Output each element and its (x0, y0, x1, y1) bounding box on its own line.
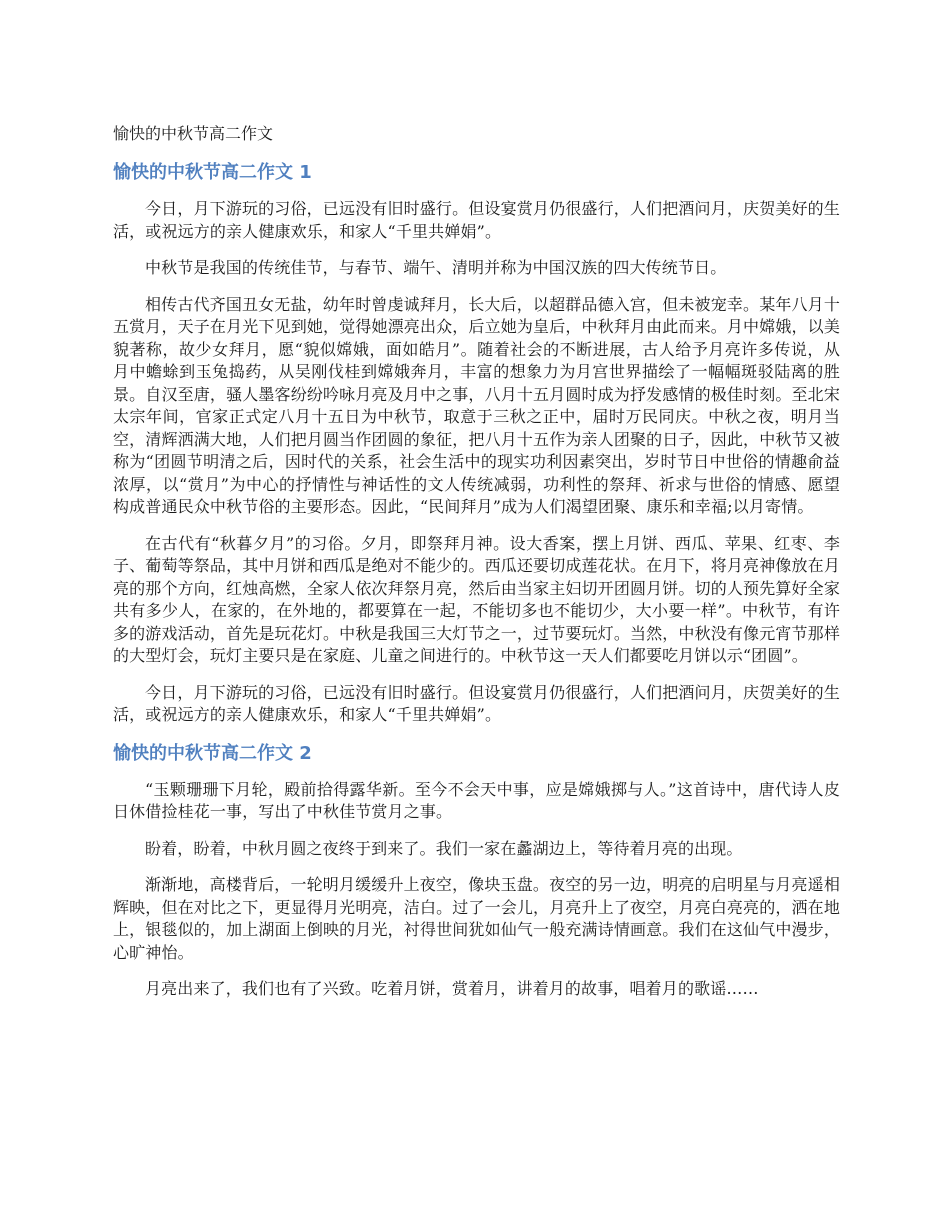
section-heading (113, 160, 840, 186)
paragraph: 盼着，盼着，中秋月圆之夜终于到来了。我们一家在蠡湖边上，等待着月亮的出现。 (145, 838, 743, 858)
section-heading-text: 愉快的中秋节高二作文 (113, 162, 293, 183)
section-heading-number: 1 (299, 162, 312, 183)
paragraph: “玉颗珊珊下月轮，殿前拾得露华新。至今不会天中事，应是嫦娥掷与人。”这首诗中，唐代诗人皮日休借捡桂花一事，写出了中秋佳节赏月之事。 (113, 779, 840, 821)
document-page (113, 122, 840, 1015)
paragraph: 今日，月下游玩的习俗，已远没有旧时盛行。但设宴赏月仍很盛行，人们把酒问月，庆贺美好的生活，或祝远方的亲人健康欢乐，和家人“千里共婵娟”。 (113, 682, 840, 724)
section-1 (113, 160, 840, 727)
document-title: 愉快的中秋节高二作文 (113, 124, 274, 143)
paragraph: 在古代有“秋暮夕月”的习俗。夕月，即祭拜月神。设大香案，摆上月饼、西瓜、苹果、红枣、李子、葡萄等祭品，其中月饼和西瓜是绝对不能少的。西瓜还要切成莲花状。在月下，将月亮神像放在月亮的那个方向，红烛高燃，全家人依次拜祭月亮，然后由当家主妇切开团圆月饼。切的人预先算好全家共有多少人，在家的，在外地的，都要算在一起，不能切多也不能切少，大小要一样”。中秋节，有许多的游戏活动，首先是玩花灯。中秋是我国三大灯节之一，过节要玩灯。当然，中秋没有像元宵节那样的大型灯会，玩灯主要只是在家庭、儿童之间进行的。中秋节这一天人们都要吃月饼以示“团圆”。 (113, 533, 840, 665)
section-heading-text: 愉快的中秋节高二作文 (113, 742, 293, 764)
paragraph: 月亮出来了，我们也有了兴致。吃着月饼，赏着月，讲着月的故事，唱着月的歌谣…… (145, 979, 759, 998)
section-heading-number: 2 (299, 742, 312, 764)
paragraph: 中秋节是我国的传统佳节，与春节、端午、清明并称为中国汉族的四大传统节日。 (145, 258, 727, 277)
paragraph: 相传古代齐国丑女无盐，幼年时曾虔诚拜月，长大后，以超群品德入宫，但未被宠幸。某年八月十五赏月，天子在月光下见到她，觉得她漂亮出众，后立她为皇后，中秋拜月由此而来。月中嫦娥，以美貌著称，故少女拜月，愿“貌似嫦娥，面如皓月”。随着社会的不断进展，古人给予月亮许多传说，从月中蟾蜍到玉兔捣药，从吴刚伐桂到嫦娥奔月，丰富的想象力为月宫世界描绘了一幅幅斑驳陆离的胜景。自汉至唐，骚人墨客纷纷吟咏月亮及月中之事，八月十五月圆时成为抒发感情的极佳时刻。至北宋太宗年间，官家正式定八月十五日为中秋节，取意于三秋之正中，届时万民同庆。中秋之夜，明月当空，清辉洒满大地，人们把月圆当作团圆的象征，把八月十五作为亲人团聚的日子，因此，中秋节又被称为“团圆节明清之后，因时代的关系，社会生活中的现实功利因素突出，岁时节日中世俗的情趣俞益浓厚，以“赏月”为中心的抒情性与神话性的文人传统减弱，功利性的祭拜、祈求与世俗的情感、愿望构成普通民众中秋节俗的主要形态。因此，“民间拜月”成为人们渴望团聚、康乐和幸福;以月寄情。 (113, 294, 840, 516)
section-2 (113, 741, 840, 1001)
paragraph: 今日，月下游玩的习俗，已远没有旧时盛行。但设宴赏月仍很盛行，人们把酒问月，庆贺美好的生活，或祝远方的亲人健康欢乐，和家人“千里共婵娟”。 (113, 199, 840, 241)
section-heading (113, 741, 840, 767)
paragraph: 渐渐地，高楼背后，一轮明月缓缓升上夜空，像块玉盘。夜空的另一边，明亮的启明星与月亮遥相辉映，但在对比之下，更显得月光明亮，洁白。过了一会儿，月亮升上了夜空，月亮白亮亮的，洒在地上，银毯似的，加上湖面上倒映的月光，衬得世间犹如仙气一般充满诗情画意。我们在这仙气中漫步，心旷神怡。 (113, 875, 840, 962)
